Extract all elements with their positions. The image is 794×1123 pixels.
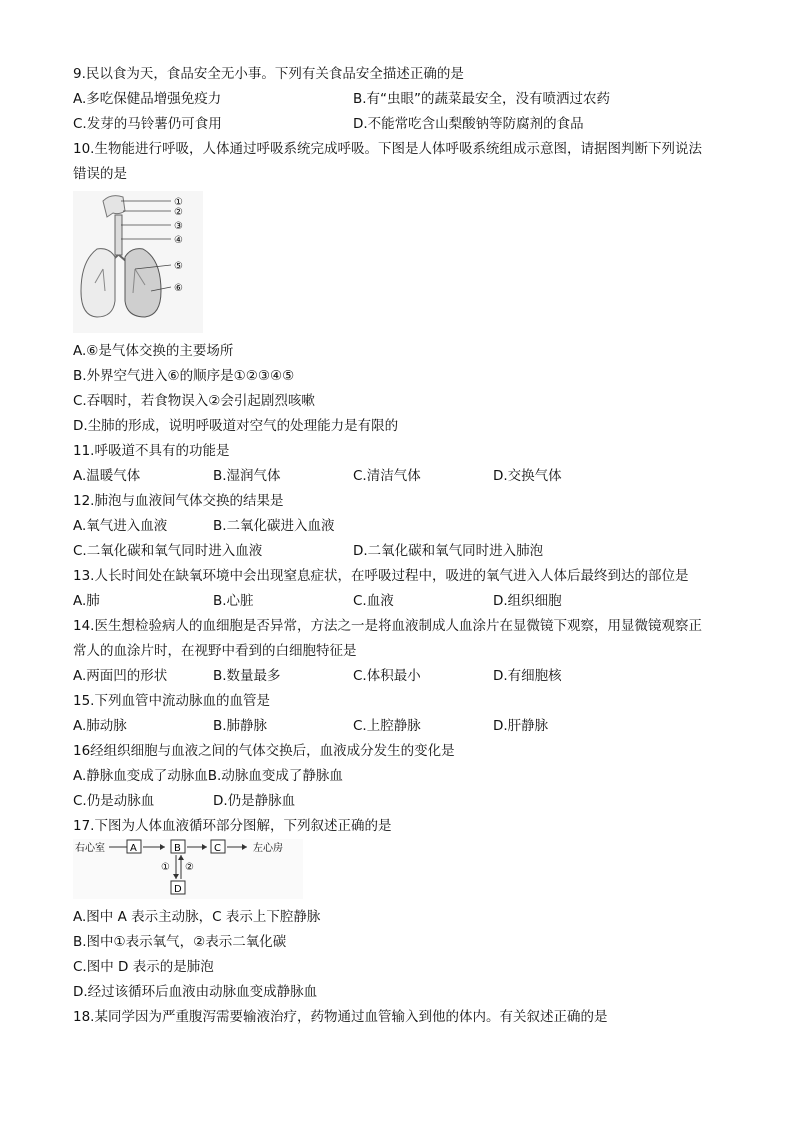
q12-option-c: C.二氧化碳和氧气同时进入血液 [73, 543, 263, 559]
q12-option-d: D.二氧化碳和氧气同时进入肺泡 [353, 543, 544, 559]
q9-stem: 9.民以食为天，食品安全无小事。下列有关食品安全描述正确的是 [73, 66, 464, 82]
q16-option-d: D.仍是静脉血 [213, 793, 296, 809]
q15-option-c: C.上腔静脉 [353, 718, 421, 734]
figure-label-3: ③ [174, 221, 183, 232]
q14-option-c: C.体积最小 [353, 668, 421, 684]
q9-options-row1 [73, 87, 733, 112]
q10-option-b: B.外界空气进入⑥的顺序是①②③④⑤ [73, 368, 295, 384]
q11-stem: 11.呼吸道不具有的功能是 [73, 443, 230, 459]
q17-option-d: D.经过该循环后血液由动脉血变成静脉血 [73, 984, 318, 1000]
q15-option-d: D.肝静脉 [493, 718, 549, 734]
q11-option-a: A.温暖气体 [73, 468, 141, 484]
q11-options [73, 464, 733, 489]
figure-label-2: ② [174, 207, 183, 218]
box-b-label: B [174, 843, 181, 854]
label-right-ventricle: 右心室 [75, 843, 105, 854]
q12-option-a: A.氧气进入血液 [73, 518, 168, 534]
q9-option-b: B.有“虫眼”的蔬菜最安全，没有喷洒过农药 [353, 91, 611, 107]
q15-option-b: B.肺静脉 [213, 718, 268, 734]
respiratory-system-figure [73, 191, 733, 333]
blood-circulation-figure [73, 839, 733, 899]
q16-options-ab: A.静脉血变成了动脉血B.动脉血变成了静脉血 [73, 768, 343, 784]
q13-option-b: B.心脏 [213, 593, 254, 609]
q14-option-b: B.数量最多 [213, 668, 281, 684]
mark-2: ② [185, 862, 194, 873]
q15-option-a: A.肺动脉 [73, 718, 127, 734]
q15-stem: 15.下列血管中流动脉血的血管是 [73, 693, 270, 709]
q11-option-b: B.湿润气体 [213, 468, 281, 484]
q10-option-d: D.尘肺的形成，说明呼吸道对空气的处理能力是有限的 [73, 418, 399, 434]
q14-option-a: A.两面凹的形状 [73, 668, 168, 684]
box-d-label: D [174, 884, 182, 895]
figure-label-6: ⑥ [174, 283, 183, 294]
q9-option-c: C.发芽的马铃薯仍可食用 [73, 116, 222, 132]
circulation-diagram [73, 839, 303, 899]
q9-option-d: D.不能常吃含山梨酸钠等防腐剂的食品 [353, 116, 584, 132]
q13-stem: 13.人长时间处在缺氧环境中会出现窒息症状，在呼吸过程中，吸进的氧气进入人体后最终到达的部位是 [73, 568, 689, 584]
q17-option-b: B.图中①表示氧气，②表示二氧化碳 [73, 934, 287, 950]
q16-stem: 16经组织细胞与血液之间的气体交换后，血液成分发生的变化是 [73, 743, 455, 759]
label-left-atrium: 左心房 [253, 843, 283, 854]
q17-option-a: A.图中 A 表示主动脉，C 表示上下腔静脉 [73, 909, 321, 925]
q12-options-row1 [73, 514, 733, 539]
q17-stem: 17.下图为人体血液循环部分图解，下列叙述正确的是 [73, 818, 392, 834]
q12-option-b: B.二氧化碳进入血液 [213, 518, 335, 534]
q13-option-d: D.组织细胞 [493, 593, 562, 609]
q13-option-c: C.血液 [353, 593, 394, 609]
q16-options-row2 [73, 789, 733, 814]
q16-option-c: C.仍是动脉血 [73, 793, 155, 809]
q14-stem-line1: 14.医生想检验病人的血细胞是否异常，方法之一是将血液制成人血涂片在显微镜下观察，用显微镜观察正 [73, 618, 702, 634]
q10-stem-line1: 10.生物能进行呼吸，人体通过呼吸系统完成呼吸。下图是人体呼吸系统组成示意图，请据图判断下列说法 [73, 141, 702, 157]
q14-stem-line2: 常人的血涂片时，在视野中看到的白细胞特征是 [73, 643, 357, 659]
figure-label-1: ① [174, 197, 183, 208]
q9-option-a: A.多吃保健品增强免疫力 [73, 91, 222, 107]
q15-options [73, 714, 733, 739]
q13-option-a: A.肺 [73, 593, 100, 609]
q11-option-d: D.交换气体 [493, 468, 562, 484]
q13-options [73, 589, 733, 614]
q10-stem-line2: 错误的是 [73, 166, 127, 182]
q12-stem: 12.肺泡与血液间气体交换的结果是 [73, 493, 284, 509]
box-a-label: A [130, 843, 137, 854]
q10-option-a: A.⑥是气体交换的主要场所 [73, 343, 234, 359]
box-c-label: C [214, 843, 221, 854]
q14-options [73, 664, 733, 689]
q12-options-row2 [73, 539, 733, 564]
q18-stem: 18.某同学因为严重腹泻需要输液治疗，药物通过血管输入到他的体内。有关叙述正确的是 [73, 1009, 608, 1025]
respiratory-diagram [73, 191, 203, 333]
q17-option-c: C.图中 D 表示的是肺泡 [73, 959, 214, 975]
q14-option-d: D.有细胞核 [493, 668, 562, 684]
q11-option-c: C.清洁气体 [353, 468, 421, 484]
q10-option-c: C.吞咽时，若食物误入②会引起剧烈咳嗽 [73, 393, 315, 409]
exam-page [73, 62, 733, 1030]
figure-label-4: ④ [174, 235, 183, 246]
q9-options-row2 [73, 112, 733, 137]
figure-label-5: ⑤ [174, 261, 183, 272]
mark-1: ① [161, 862, 170, 873]
